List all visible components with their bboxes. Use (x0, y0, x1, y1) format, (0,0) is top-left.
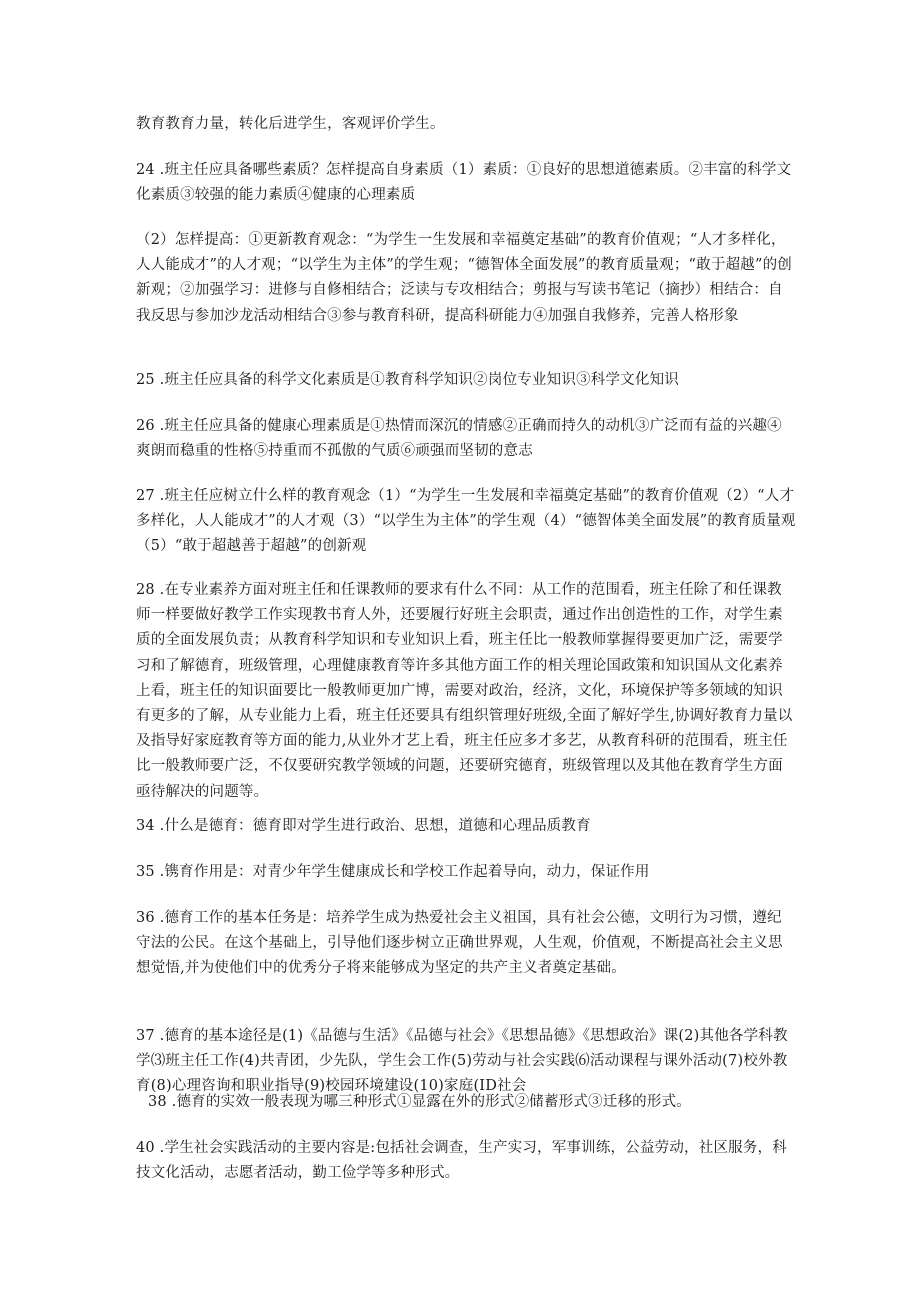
paragraph-q38: 38 .德育的实效一般表现为哪三种形式①显露在外的形式②储蓄形式③迁移的形式。 (148, 1094, 691, 1110)
paragraph-q34: 34 .什么是德育：德育即对学生进行政治、思想，道德和心理品质教育 (136, 818, 591, 834)
paragraph-continuation: 教育教育力量，转化后进学生，客观评价学生。 (136, 116, 445, 132)
paragraph-q25: 25 .班主任应具备的科学文化素质是①教育科学知识②岗位专业知识③科学文化知识 (136, 372, 679, 388)
paragraph-q28: 28 .在专业素养方面对班主任和任课教师的要求有什么不同：从工作的范围看，班主任除了和任课教师一样要做好教学工作实现教书育人外，还要履行好班主会职责，通过作出创造性的工作，对学生素质的全面发展负责；从教育科学知识和专业知识上看，班主任比一般教师掌握得要更加广泛，需要学习和了解德育，班级管理，心理健康教育等许多其他方面工作的相关理论国政策和知识国从文化素养上看，班主任的知识面要比一般教师更加广博，需要对政治，经济，文化，环境保护等多领域的知识有更多的了解，从专业能力上看，班主任还要具有组织管理好班级,全面了解好学生,协调好教育力量以及指导好家庭教育等方面的能力,从业外才艺上看，班主任应多才多艺，从教育科研的范围看，班主任比一般教师要广泛，不仅要研究教学领域的问题，还要研究德育，班级管理以及其他在教育学生方面亟待解决的问题等。 (136, 582, 793, 800)
paragraph-q35: 35 .镌育作用是：对青少年学生健康成长和学校工作起着导向，动力，保证作用 (136, 864, 650, 880)
paragraph-q37: 37 .德育的基本途径是(1)《品德与生活》《品德与社会》《思想品德》《思想政治》课(2)其他各学科教学⑶班主任工作(4)共青团，少先队，学生会工作(5)劳动与社会实践⑹活动课程与课外活动(7)校外教育(8)心理咨询和职业指导(9)校园环境建设(10)家庭(ID社会 (136, 1028, 788, 1095)
paragraph-q24: 24 .班主任应具备哪些素质？怎样提高自身素质（1）素质：①良好的思想道德素质。②丰富的科学文化素质③较强的能力素质④健康的心理素质 (136, 162, 792, 204)
paragraph-q40: 40 .学生社会实践活动的主要内容是:包括社会调查，生产实习，军事训练，公益劳动，社区服务，科技文化活动，志愿者活动，勤工俭学等多种形式。 (136, 1140, 787, 1182)
paragraph-q36: 36 .德育工作的基本任务是：培养学生成为热爱社会主义祖国，具有社会公德，文明行为习惯，遵纪守法的公民。在这个基础上，引导他们逐步树立正确世界观，人生观，价值观，不断提高社会主义思想觉悟,并为使他们中的优秀分子将来能够成为坚定的共产主义者奠定基础。 (136, 910, 783, 977)
paragraph-q27: 27 .班主任应树立什么样的教育观念（1）“为学生一生发展和幸福奠定基础”的教育价值观（2）“人才多样化，人人能成才”的人才观（3）“以学生为主体”的学生观（4）“德智体美全面发展”的教育质量观（5）“敢于超越善于超越”的创新观 (136, 488, 796, 555)
paragraph-q26: 26 .班主任应具备的健康心理素质是①热情而深沉的情感②正确而持久的动机③广泛而有益的兴趣④爽朗而稳重的性格⑤持重而不孤傲的气质⑥顽强而坚韧的意志 (136, 418, 782, 460)
paragraph-q24-part2: （2）怎样提高：①更新教育观念：“为学生一生发展和幸福奠定基础”的教育价值观；“人才多样化，人人能成才”的人才观；“以学生为主体”的学生观；“德智体全面发展”的教育质量观；“敢于超越”的创新观；②加强学习：进修与自修相结合；泛读与专攻相结合；剪报与写读书笔记（摘抄）相结合：自我反思与参加沙龙活动相结合③参与教育科研，提高科研能力④加强自我修养，完善人格形象 (136, 232, 792, 324)
